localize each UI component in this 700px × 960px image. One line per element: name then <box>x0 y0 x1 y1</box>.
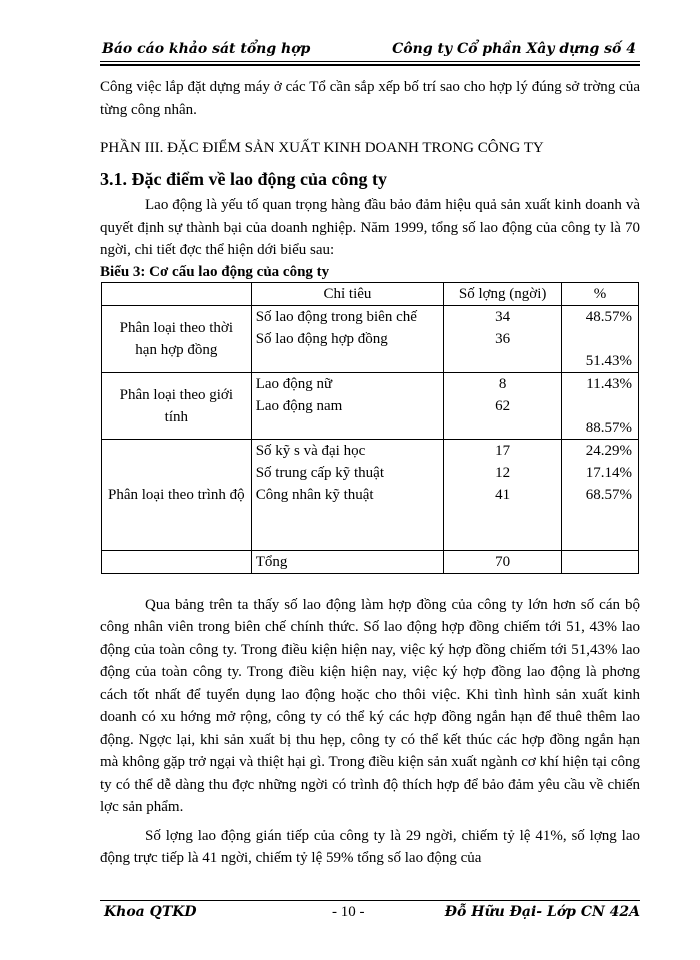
intro-paragraph: Công việc lắp đặt dựng máy ở các Tổ cần sắp xếp bố trí sao cho hợp lý đúng sở trờng của từng công nhân. <box>100 79 640 118</box>
item-name: Lao động nam <box>255 397 343 414</box>
item-name: Số kỹ s và đại học <box>255 442 366 459</box>
table-header-percent: % <box>562 282 639 305</box>
page-number: - 10 - <box>332 904 365 920</box>
paragraph-3: Số lợng lao động gián tiếp của công ty là 29 ngời, chiếm tỷ lệ 41%, số lợng lao động trực tiếp là 41 ngời, chiếm tỷ lệ 59% tổng số lao động của <box>100 827 640 866</box>
total-blank <box>102 550 252 573</box>
total-count: 70 <box>444 550 562 573</box>
item-counts <box>444 372 562 439</box>
item-percents <box>562 305 639 372</box>
item-name: Số lao động trong biên chế <box>255 308 417 325</box>
item-counts <box>444 305 562 372</box>
header-left: Báo cáo khảo sát tổng hợp <box>102 41 311 57</box>
item-count: 41 <box>495 486 511 503</box>
group-label: Phân loại theo trình độ <box>102 439 252 550</box>
item-pct: 17.14% <box>585 464 632 481</box>
table-header-blank <box>102 282 252 305</box>
part-title: PHẦN III. ĐẶC ĐIỂM SẢN XUẤT KINH DOANH TRONG CÔNG TY <box>100 140 544 156</box>
item-count: 34 <box>495 308 511 325</box>
item-pct: 68.57% <box>585 486 632 503</box>
footer-left: Khoa QTKD <box>104 904 197 920</box>
item-pct: 11.43% <box>586 375 632 392</box>
header-rule <box>100 61 640 62</box>
item-name: Công nhân kỹ thuật <box>255 486 374 503</box>
item-names <box>251 439 444 550</box>
item-count: 8 <box>498 375 507 392</box>
item-pct: 24.29% <box>585 442 632 459</box>
page-header <box>100 38 640 60</box>
item-count: 17 <box>495 442 511 459</box>
item-pct: 51.43% <box>585 352 632 369</box>
total-label: Tổng <box>251 550 444 573</box>
page-body <box>100 76 640 870</box>
table-header-row <box>102 282 639 305</box>
item-percents <box>562 372 639 439</box>
table-total-row <box>102 550 639 573</box>
page-footer <box>100 898 640 928</box>
item-name: Số lao động hợp đồng <box>255 330 388 347</box>
labor-structure-table <box>101 282 639 574</box>
table-caption: Biểu 3: Cơ cấu lao động của công ty <box>100 263 330 280</box>
group-label: Phân loại theo giới tính <box>102 372 252 439</box>
total-pct-blank <box>562 550 639 573</box>
footer-right: Đỗ Hữu Đại- Lớp CN 42A <box>444 904 640 920</box>
table-row <box>102 439 639 550</box>
item-count: 62 <box>495 397 511 414</box>
paragraph-1: Lao động là yếu tố quan trọng hàng đầu bảo đảm hiệu quả sản xuất kinh doanh và quyết định sự thành bại của doanh nghiệp. Năm 1999, tổng số lao động của công ty là 70 ngời, chi tiết đợc thể hiện dới biểu sau: <box>100 197 640 258</box>
item-counts <box>444 439 562 550</box>
item-names <box>251 372 444 439</box>
table-row <box>102 372 639 439</box>
paragraph-2: Qua bảng trên ta thấy số lao động làm hợp đồng của công ty lớn hơn số cán bộ công nhân viên trong biên chế chính thức. Số lao động hợp đồng chiếm tới 51, 43% lao động của toàn công ty. Trong điều kiện hiện nay, việc ký hợp đồng chiếm tới 51,43% lao động của toàn công ty. Trong điều kiện hiện nay, việc ký hợp đồng lao động là phơng cách tốt nhất để tuyển dụng lao động hoặc cho thôi việc. Khi tình hình sản xuất kinh doanh có xu hớng mở rộng, công ty có thể ký các hợp đồng ngắn hạn để thuê thêm lao động. Ngợc lại, khi sản xuất bị thu hẹp, công ty có thể kết thúc các hợp đồng ngắn hạn mà không gặp trở ngại và thiệt hại gì. Trong điều kiện sản xuất ngành cơ khí hiện tại công ty có thể dễ dàng thu đợc những ngời có trình độ thích hợp để bảo đảm yêu cầu về chiến lợc sản phẩm. <box>100 596 640 815</box>
header-rule-thick <box>100 64 640 66</box>
section-title: 3.1. Đặc điểm về lao động của công ty <box>100 168 387 189</box>
table-row <box>102 305 639 372</box>
item-percents <box>562 439 639 550</box>
table-header-indicator: Chỉ tiêu <box>251 282 444 305</box>
item-count: 12 <box>495 464 511 481</box>
item-pct: 48.57% <box>585 308 632 325</box>
item-pct: 88.57% <box>585 419 632 436</box>
item-count: 36 <box>495 330 511 347</box>
table-header-count: Số lợng (ngời) <box>444 282 562 305</box>
item-name: Lao động nữ <box>255 375 333 392</box>
item-names <box>251 305 444 372</box>
header-right: Công ty Cổ phần Xây dựng số 4 <box>392 41 636 57</box>
item-name: Số trung cấp kỹ thuật <box>255 464 385 481</box>
group-label: Phân loại theo thời hạn hợp đồng <box>102 305 252 372</box>
